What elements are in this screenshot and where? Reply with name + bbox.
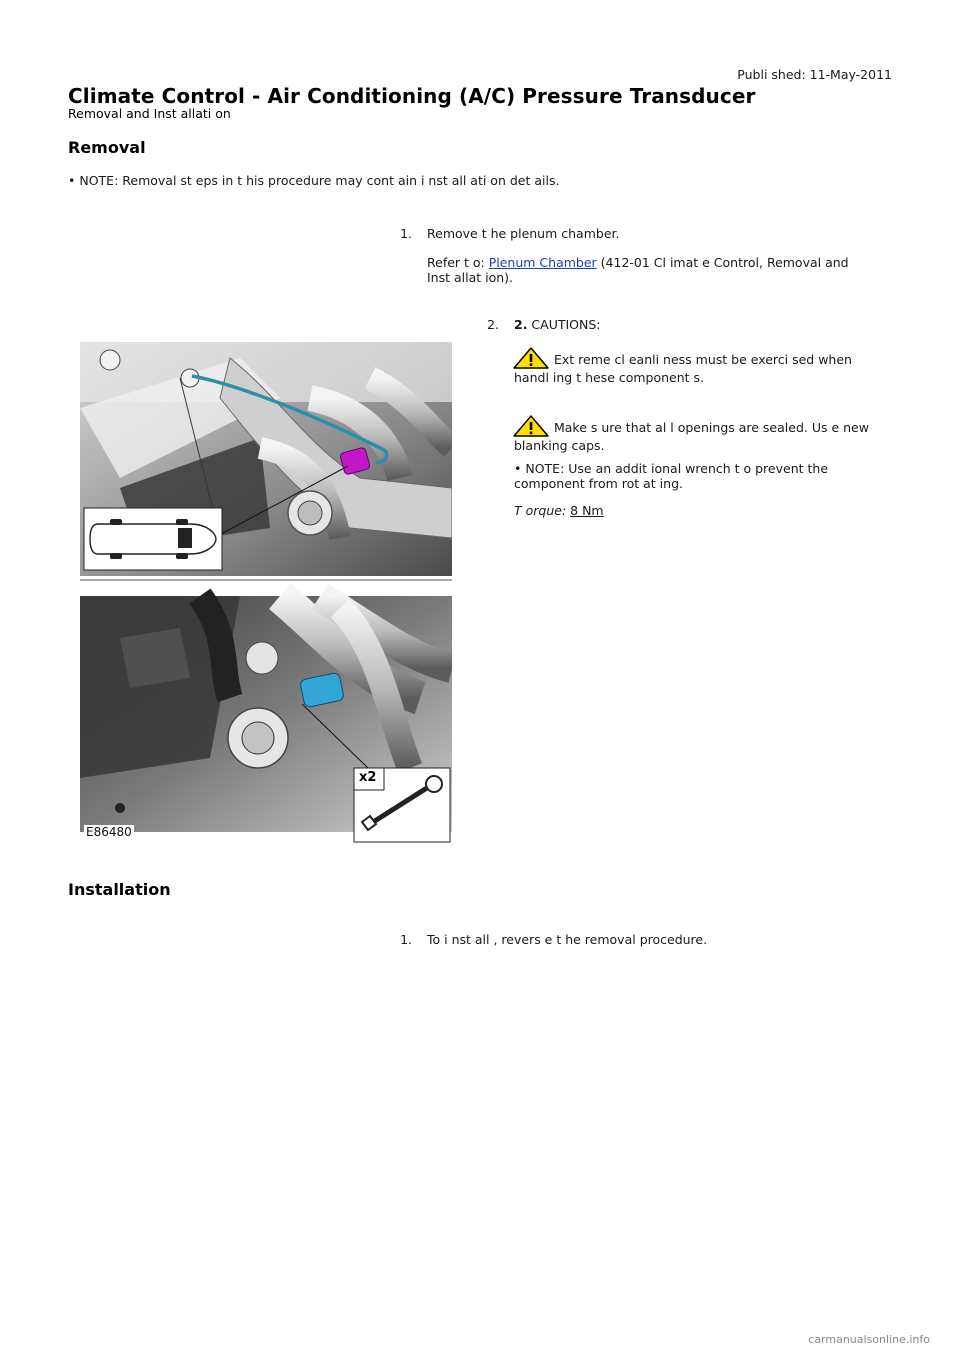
step2-number: 2. — [487, 317, 499, 332]
caution1-line2: handl ing t hese component s. — [514, 370, 705, 385]
removal-note: • NOTE: Removal st eps in t his procedure may cont ain i nst all ati on det ails. — [68, 173, 560, 188]
step1-text: Remove t he plenum chamber. — [427, 226, 620, 241]
warning-icon — [512, 346, 550, 370]
caution2-line2: blanking caps. — [514, 438, 605, 453]
caution1-line1: Ext reme cl eanli ness must be exerci sed when — [550, 352, 852, 367]
torque-spec — [514, 503, 604, 518]
step2-note — [514, 461, 894, 491]
step1-refer — [427, 255, 887, 285]
torque-label: T orque: — [514, 503, 571, 518]
tool-quantity: x2 — [359, 770, 377, 785]
note-line1: • NOTE: Use an addit ional wrench t o prevent the — [514, 461, 829, 476]
step2-bold-number: 2. — [514, 317, 528, 332]
removal-heading: Removal — [68, 138, 146, 157]
top-view-panel — [80, 342, 452, 576]
watermark: carmanualsonline.info — [808, 1333, 930, 1346]
caution-2 — [514, 414, 894, 453]
install-step1-number: 1. — [400, 932, 412, 947]
page-title: Climate Control - Air Conditioning (A/C) Pressure Transducer — [68, 84, 756, 108]
torque-value-link[interactable]: 8 Nm — [570, 503, 604, 518]
caution-1 — [514, 346, 894, 385]
refer-prefix: Refer t o: — [427, 255, 489, 270]
component-illustration — [80, 338, 452, 844]
warning-icon — [512, 414, 550, 438]
caution2-line1: Make s ure that al l openings are sealed. Us e new — [550, 420, 869, 435]
figure-code: E86480 — [86, 825, 132, 839]
note-line2: component from rot at ing. — [514, 476, 683, 491]
step2-cautions — [514, 317, 601, 332]
refer-suffix-2: Inst allat ion). — [427, 270, 514, 285]
cautions-label: CAUTIONS: — [527, 317, 601, 332]
install-step1-text: To i nst all , revers e t he removal procedure. — [427, 932, 708, 947]
detail-view-panel — [80, 596, 452, 842]
published-date: Publi shed: 11-May-2011 — [737, 67, 892, 82]
installation-heading: Installation — [68, 880, 171, 899]
refer-suffix: (412-01 Cl imat e Control, Removal and — [596, 255, 849, 270]
illustration-svg — [80, 338, 452, 844]
step1-number: 1. — [400, 226, 412, 241]
plenum-chamber-link[interactable]: Plenum Chamber — [488, 255, 597, 270]
page-subtitle: Removal and Inst allati on — [68, 106, 231, 121]
